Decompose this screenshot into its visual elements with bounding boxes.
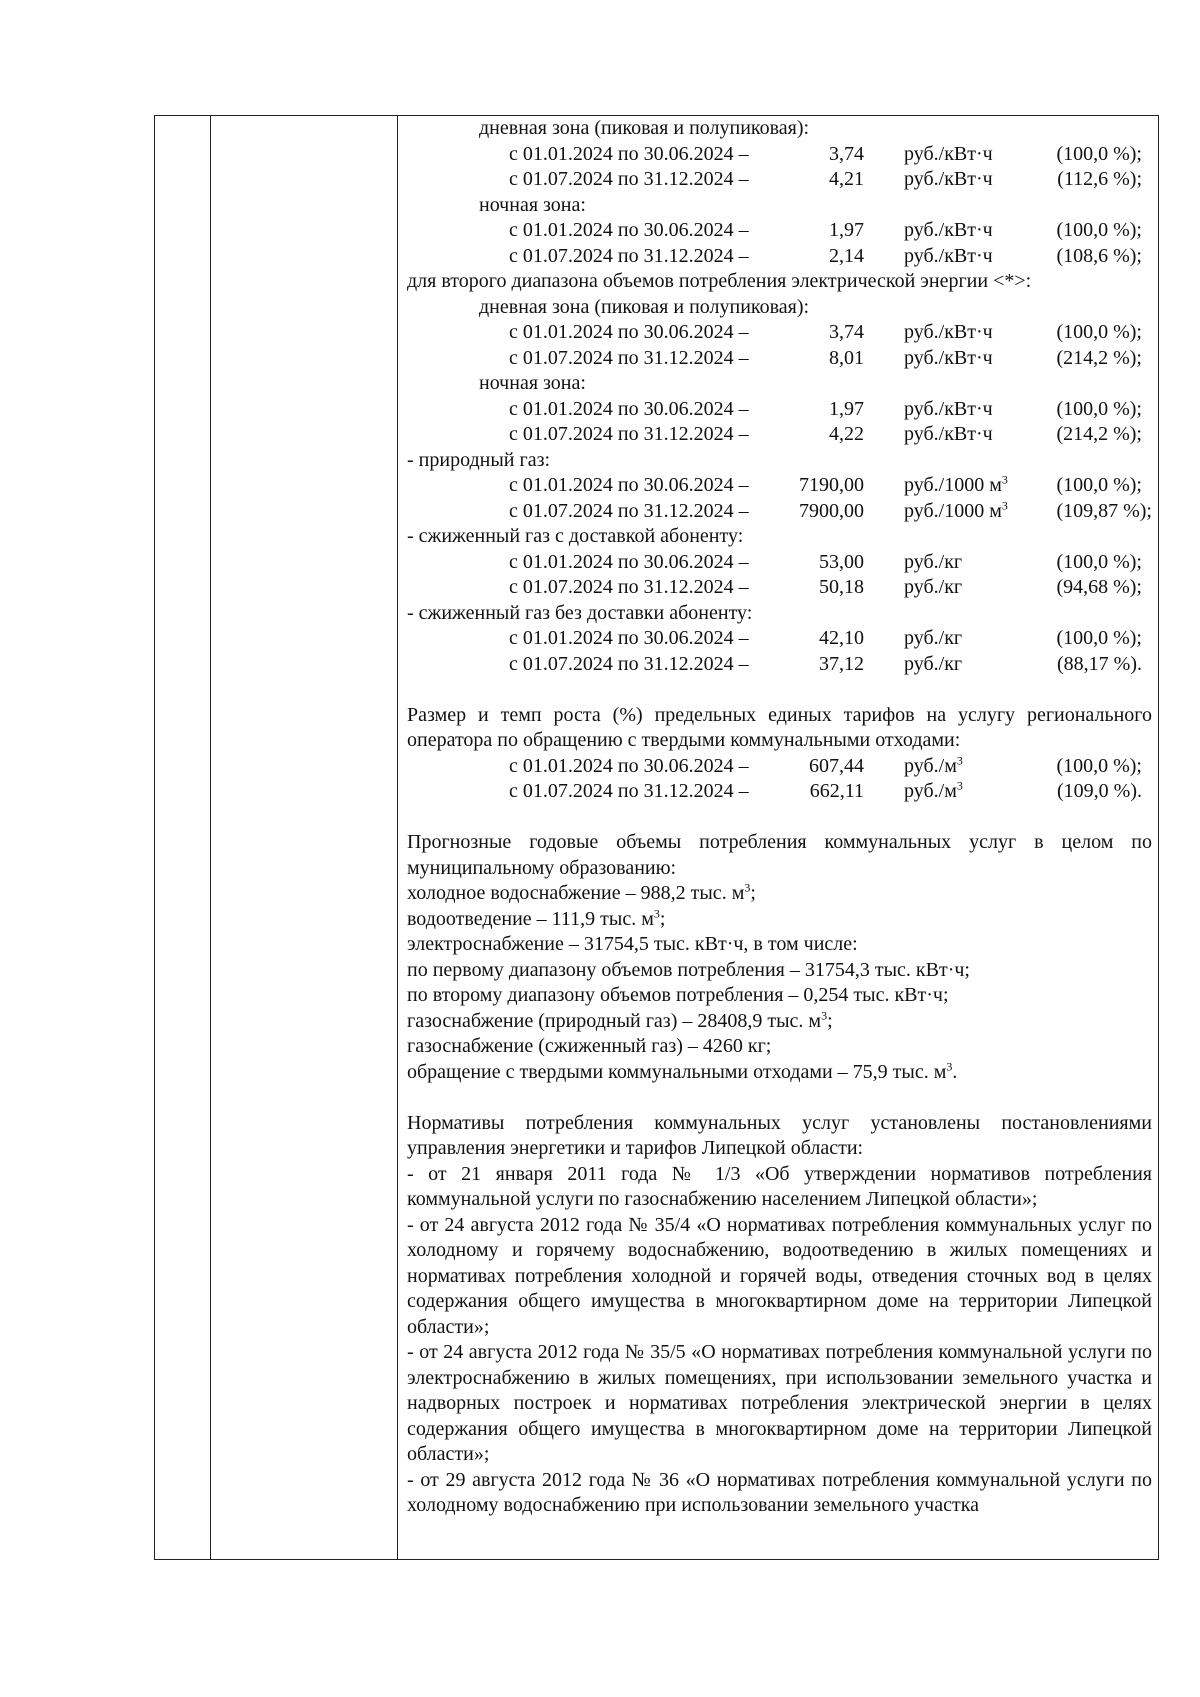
unit-superscript: 3: [956, 752, 963, 767]
forecast-item-text: электроснабжение – 31754,5 тыс. кВт·ч, в том числе:: [407, 933, 858, 955]
rate-unit: [904, 754, 963, 780]
rate-row: [407, 550, 1152, 576]
rate-row: [407, 167, 1152, 193]
forecast-item-text: газоснабжение (сжиженный газ) – 4260 кг;: [407, 1035, 772, 1057]
rate-period: с 01.01.2024 по 30.06.2024 –: [509, 397, 749, 420]
rate-row: [407, 754, 1152, 780]
rate-row: [407, 142, 1152, 168]
forecast-item: [407, 983, 1152, 1009]
norm-resolution-item: - от 29 августа 2012 года № 36 «О нормативах потребления коммунальной услуги по холодному водоснабжению при использовании земельного участка: [407, 1468, 1152, 1516]
rate-percent: (214,2 %);: [1056, 346, 1142, 369]
rate-period: с 01.07.2024 по 31.12.2024 –: [509, 168, 749, 190]
rate-unit: руб./кВт·ч: [904, 168, 993, 190]
norm-resolution-item: - от 24 августа 2012 года № 35/5 «О нормативах потребления коммунальной услуги по электроснабжению в жилых помещениях, при использовании земельного участка и надворных построек и нормативах потребления электрической энергии в целях содержания общего имущества в многоквартирном доме на территории Липецкой области»;: [407, 1341, 1152, 1465]
unit-superscript: 3: [956, 778, 963, 793]
rate-period: с 01.07.2024 по 31.12.2024 –: [509, 244, 749, 267]
forecast-item: [407, 1034, 1152, 1060]
rate-row: [407, 779, 1152, 805]
rate-row: [407, 422, 1152, 448]
rate-value: 1,97: [829, 397, 864, 420]
rate-percent: (100,0 %);: [1056, 142, 1142, 165]
rate-unit: руб./кг: [904, 627, 963, 649]
rate-row: [407, 626, 1152, 652]
forecast-item-superscript: 3: [744, 880, 751, 895]
rate-unit: руб./кВт·ч: [904, 142, 993, 165]
rate-percent: (100,0 %);: [1056, 219, 1142, 241]
spacer: [407, 677, 1152, 703]
forecast-item-text: водоотведение – 111,9 тыс. м: [407, 907, 654, 930]
rate-period: с 01.07.2024 по 31.12.2024 –: [509, 780, 749, 802]
rate-value: 8,01: [829, 346, 864, 369]
rate-unit: руб./кВт·ч: [904, 219, 993, 241]
rate-value: 2,14: [829, 244, 864, 267]
rate-unit: руб./кг: [904, 576, 963, 598]
rate-row: [407, 218, 1152, 244]
unit-superscript: 3: [1001, 497, 1008, 512]
forecast-item-text: обращение с твердыми коммунальными отходами – 75,9 тыс. м: [407, 1060, 947, 1083]
rate-percent: (94,68 %);: [1056, 576, 1142, 598]
rate-period: с 01.07.2024 по 31.12.2024 –: [509, 346, 749, 369]
forecast-item: [407, 1009, 1152, 1035]
day-zone-heading: дневная зона (пиковая и полупиковая):: [479, 295, 810, 318]
day-zone-heading: дневная зона (пиковая и полупиковая):: [479, 117, 810, 139]
rate-unit: руб./кВт·ч: [904, 346, 993, 369]
rate-row: [407, 346, 1152, 372]
rate-percent: (100,0 %);: [1056, 321, 1142, 343]
rate-value: 50,18: [819, 576, 864, 598]
norm-resolution-item: - от 21 января 2011 года № 1/3 «Об утверждении нормативов потребления коммунальной услуги по газоснабжению населением Липецкой области»;: [407, 1162, 1152, 1210]
rate-unit: руб./кВт·ч: [904, 397, 993, 420]
rate-value: 37,12: [819, 652, 864, 675]
tariff-content-cell: [407, 116, 1152, 1519]
forecast-item-tail: ;: [827, 1009, 833, 1032]
forecast-item-text: холодное водоснабжение – 988,2 тыс. м: [407, 882, 745, 904]
forecast-item: [407, 958, 1152, 984]
forecast-item: [407, 881, 1152, 907]
spacer: [407, 805, 1152, 831]
rate-percent: (100,0 %);: [1056, 474, 1142, 496]
rate-percent: (100,0 %);: [1056, 397, 1142, 420]
rate-percent: (214,2 %);: [1056, 423, 1142, 445]
rate-row: [407, 652, 1152, 678]
rate-value: 4,21: [829, 168, 864, 190]
rate-period: с 01.01.2024 по 30.06.2024 –: [509, 219, 749, 241]
rate-row: [407, 499, 1152, 525]
rate-percent: (88,17 %).: [1057, 652, 1142, 675]
document-table: [154, 115, 1159, 1560]
forecast-paragraph: Прогнозные годовые объемы потребления коммунальных услуг в целом по муниципальному образованию:: [407, 831, 1152, 879]
waste-tariff-paragraph: Размер и темп роста (%) предельных единых тарифов на услугу регионального оператора по обращению с твердыми коммунальными отходами:: [407, 703, 1152, 751]
forecast-item-superscript: 3: [946, 1058, 953, 1073]
unit-base: руб./1000 м: [904, 474, 1002, 496]
norms-paragraph: Нормативы потребления коммунальных услуг установлены постановлениями управления энергетики и тарифов Липецкой области:: [407, 1111, 1152, 1159]
forecast-item-tail: ;: [750, 882, 756, 904]
rate-period: с 01.01.2024 по 30.06.2024 –: [509, 627, 749, 649]
rate-row: [407, 575, 1152, 601]
rate-row: [407, 244, 1152, 270]
rate-percent: (112,6 %);: [1057, 168, 1142, 190]
rate-period: с 01.07.2024 по 31.12.2024 –: [509, 499, 749, 522]
rate-period: с 01.01.2024 по 30.06.2024 –: [509, 474, 749, 496]
second-range-heading: для второго диапазона объемов потребления электрической энергии <*>:: [407, 270, 1032, 292]
norm-resolution-item: - от 24 августа 2012 года № 35/4 «О нормативах потребления коммунальных услуг по холодному и горячему водоснабжению, водоотведению в жилых помещениях и нормативах потребления холодной и горячей воды, отведения сточных вод в целях содержания общего имущества в многоквартирном доме на территории Липецкой области»;: [407, 1213, 1152, 1338]
rate-unit: руб./кВт·ч: [904, 423, 993, 445]
unit-base: руб./1000 м: [904, 499, 1002, 522]
rate-value: 7900,00: [799, 499, 864, 522]
rate-value: 4,22: [829, 423, 864, 445]
rate-row: [407, 320, 1152, 346]
rate-unit: [904, 779, 963, 805]
rate-value: 607,44: [809, 754, 864, 777]
forecast-item: [407, 932, 1152, 958]
rate-unit: руб./кВт·ч: [904, 244, 993, 267]
rate-unit: [904, 473, 1008, 499]
rate-row: [407, 473, 1152, 499]
unit-superscript: 3: [1001, 472, 1008, 487]
rate-unit: руб./кг: [904, 652, 963, 675]
rate-value: 3,74: [829, 142, 864, 165]
rate-unit: [904, 499, 1008, 525]
rate-period: с 01.01.2024 по 30.06.2024 –: [509, 754, 749, 777]
rate-value: 53,00: [819, 550, 864, 573]
night-zone-heading: ночная зона:: [479, 372, 586, 394]
rate-period: с 01.01.2024 по 30.06.2024 –: [509, 321, 749, 343]
rate-unit: руб./кВт·ч: [904, 321, 993, 343]
rate-period: с 01.07.2024 по 31.12.2024 –: [509, 423, 749, 445]
rate-period: с 01.01.2024 по 30.06.2024 –: [509, 550, 749, 573]
spacer: [407, 1085, 1152, 1111]
night-zone-heading: ночная зона:: [479, 193, 586, 216]
rate-row: [407, 397, 1152, 423]
forecast-item-text: по второму диапазону объемов потребления – 0,254 тыс. кВт·ч;: [407, 984, 949, 1006]
rate-percent: (100,0 %);: [1056, 754, 1142, 777]
rate-value: 3,74: [829, 321, 864, 343]
unit-base: руб./м: [904, 780, 957, 802]
rate-value: 7190,00: [799, 474, 864, 496]
column-divider-1: [210, 116, 211, 1559]
forecast-item-superscript: 3: [821, 1007, 828, 1022]
forecast-item: [407, 1060, 1152, 1086]
rate-percent: (100,0 %);: [1056, 550, 1142, 573]
natural-gas-heading: - природный газ:: [407, 448, 551, 471]
rate-period: с 01.07.2024 по 31.12.2024 –: [509, 652, 749, 675]
forecast-item-tail: .: [952, 1060, 958, 1083]
rate-period: с 01.01.2024 по 30.06.2024 –: [509, 142, 749, 165]
rate-value: 42,10: [819, 627, 864, 649]
forecast-item-tail: ;: [659, 907, 666, 930]
rate-percent: (109,87 %);: [1056, 499, 1152, 522]
rate-value: 662,11: [809, 780, 864, 802]
rate-percent: (100,0 %);: [1056, 627, 1142, 649]
rate-unit: руб./кг: [904, 550, 963, 573]
unit-base: руб./м: [904, 754, 957, 777]
rate-period: с 01.07.2024 по 31.12.2024 –: [509, 576, 749, 598]
forecast-item-text: газоснабжение (природный газ) – 28408,9 тыс. м: [407, 1009, 822, 1032]
forecast-item: [407, 907, 1152, 933]
column-divider-2: [397, 116, 398, 1559]
rate-percent: (109,0 %).: [1057, 780, 1142, 802]
rate-value: 1,97: [829, 219, 864, 241]
forecast-item-superscript: 3: [653, 905, 660, 920]
lpg-delivery-heading: - сжиженный газ с доставкой абоненту:: [407, 525, 744, 547]
forecast-item-text: по первому диапазону объемов потребления – 31754,3 тыс. кВт·ч;: [407, 958, 970, 981]
lpg-no-delivery-heading: - сжиженный газ без доставки абоненту:: [407, 601, 753, 624]
rate-percent: (108,6 %);: [1056, 244, 1142, 267]
